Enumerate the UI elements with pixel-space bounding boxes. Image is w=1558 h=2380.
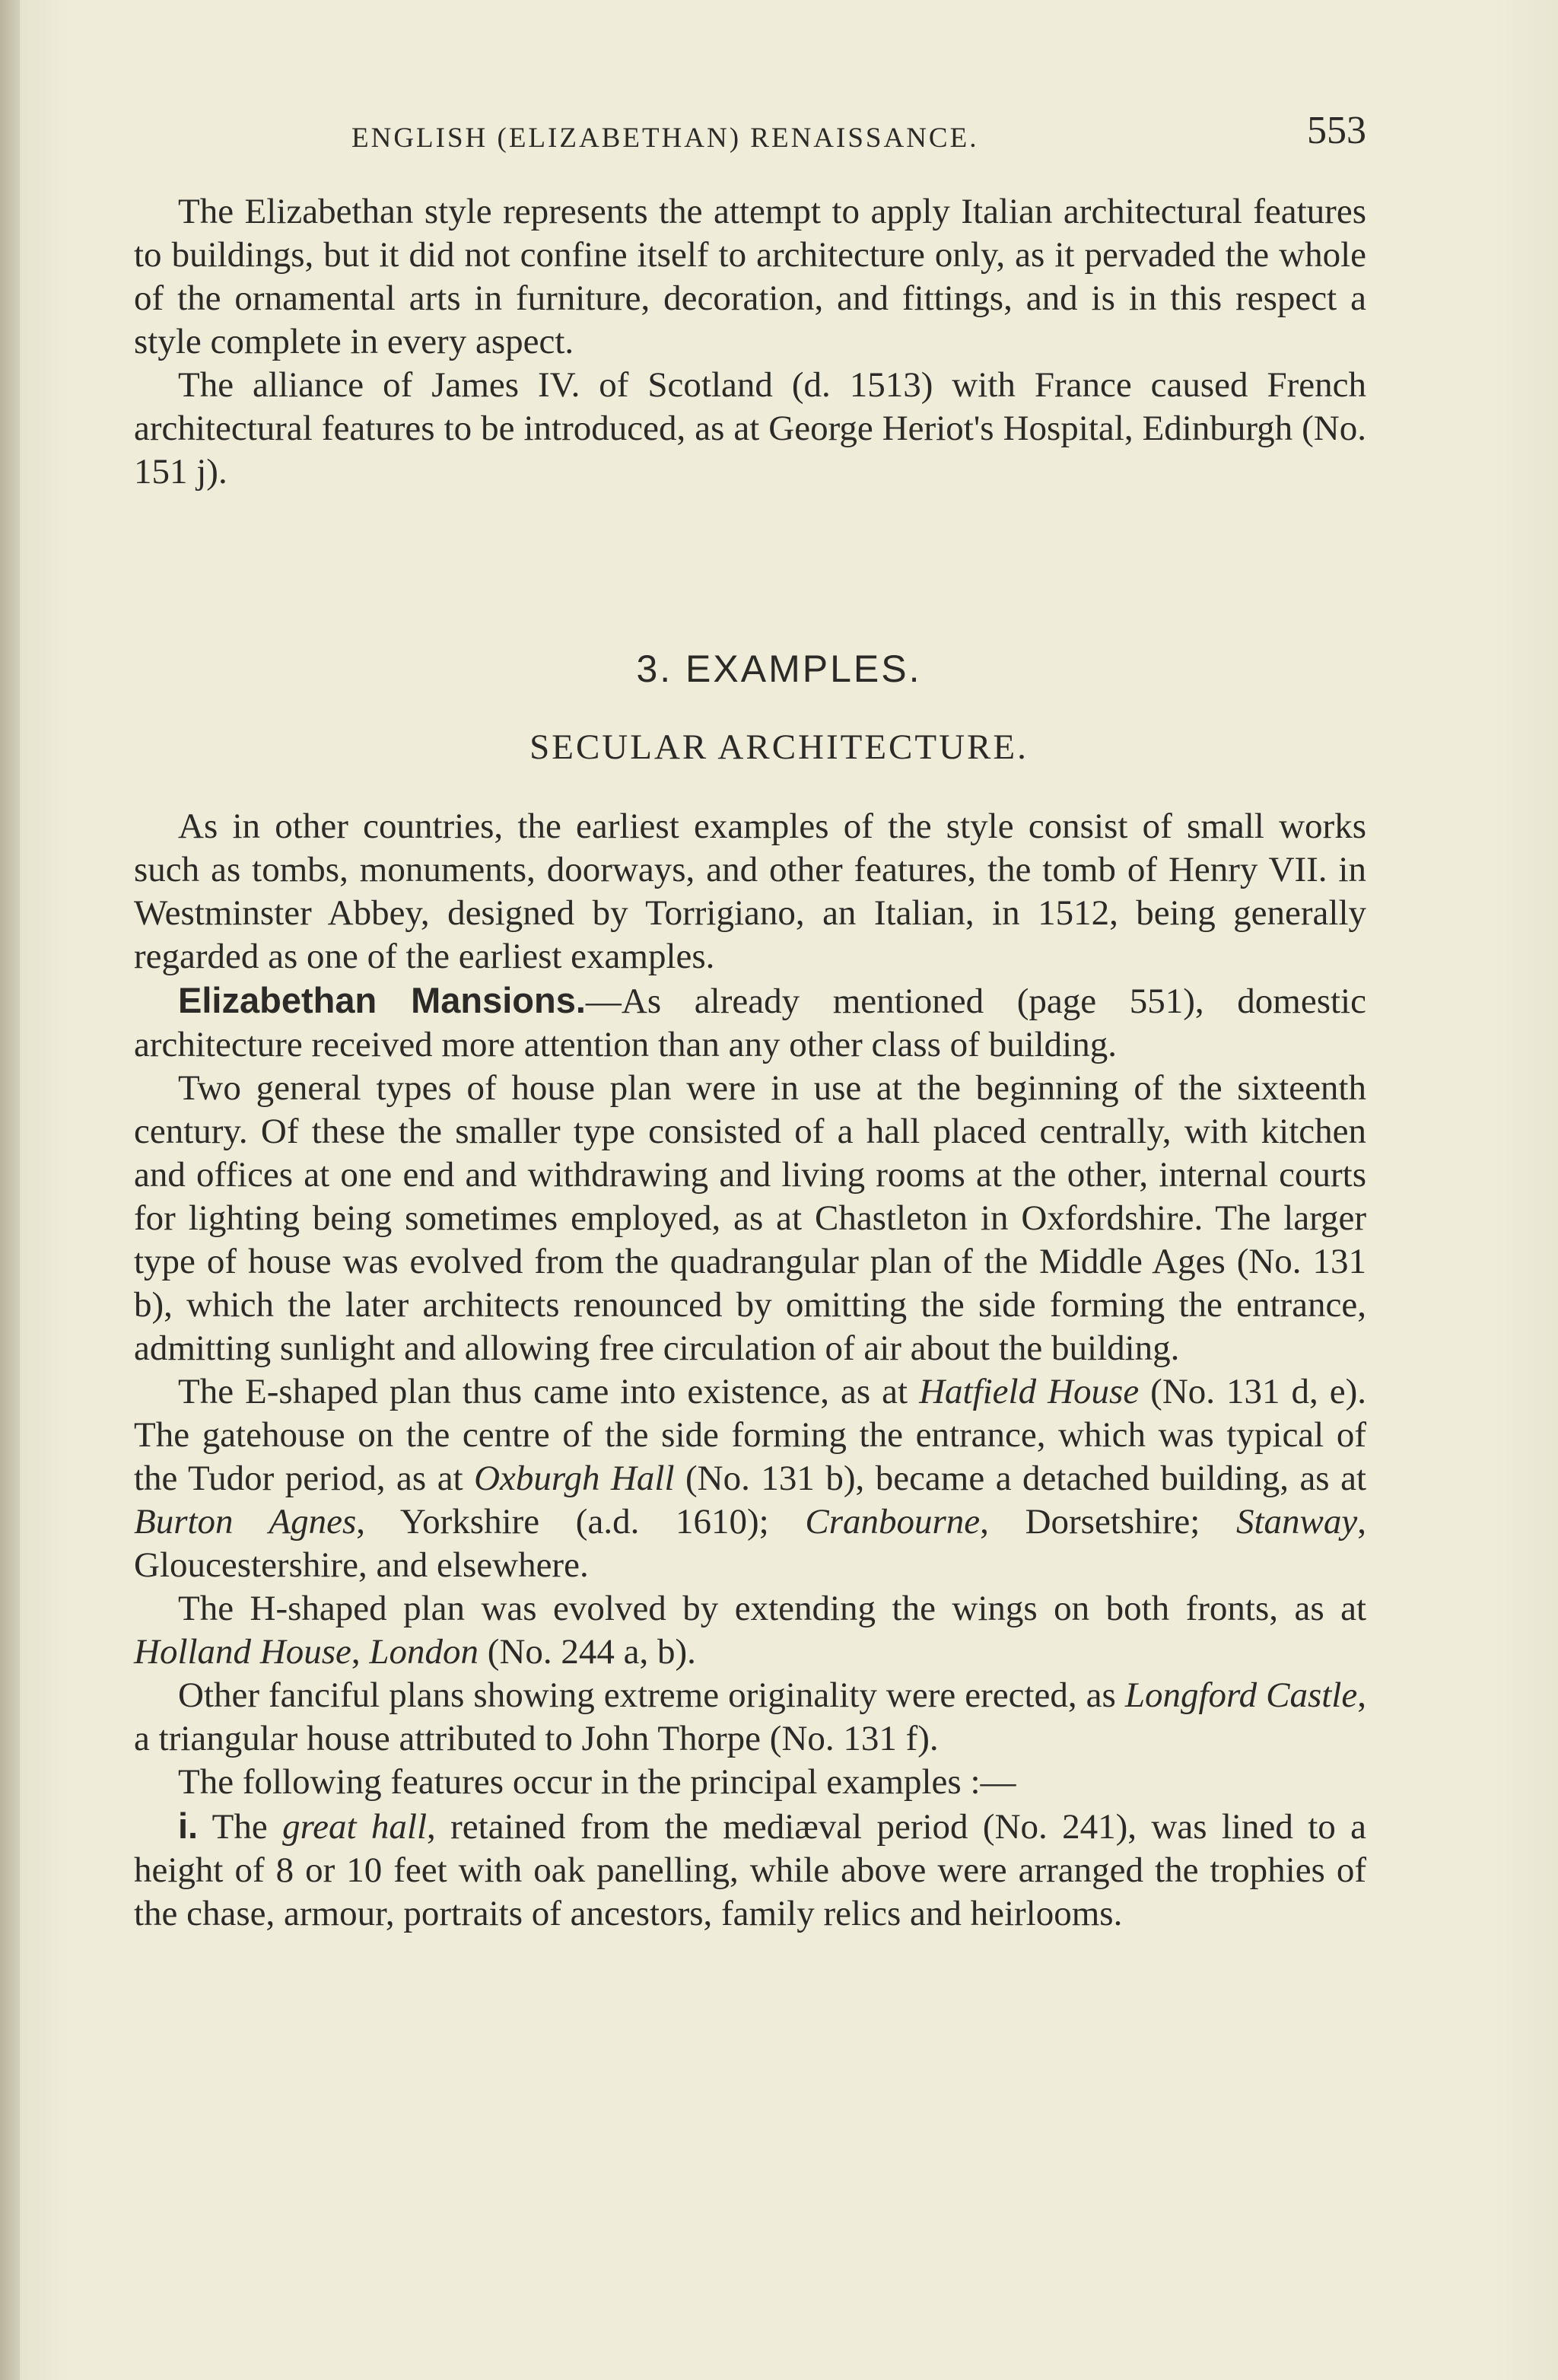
place-name: Hatfield House: [919, 1372, 1140, 1411]
section-subheading: SECULAR ARCHITECTURE.: [529, 727, 1029, 767]
text-run: , Gloucestershire, and elsewhere.: [134, 1502, 1366, 1585]
book-spine-shadow: [0, 0, 20, 2380]
text-run: (No. 131 d, e). The gatehouse on the centre of the side forming the entrance, which was typical of the Tudor period, as at: [134, 1372, 1367, 1498]
paragraph: [134, 978, 1366, 1067]
intro-text: [134, 190, 1366, 494]
place-name: London: [369, 1632, 479, 1672]
page-number: 553: [1307, 109, 1366, 152]
paragraph: [134, 1587, 1366, 1674]
text-run: , retained from the mediæval period (No. 241), was lined to a height of 8 or 10 feet with oak panelling, while above were arranged the trophies of the chase, armour, portraits of ancestors, family relics and heirlooms.: [134, 1807, 1366, 1933]
section-heading: 3. EXAMPLES.: [636, 648, 922, 690]
paragraph: As in other countries, the earliest examples of the style consist of small works such as tombs, monuments, doorways, and other features, the tomb of Henry VII. in Westminster Abbey, designed by Torrigiano, an Italian, in 1512, being generally regarded as one of the earliest examples.: [134, 807, 1366, 976]
body-text: [134, 805, 1366, 1936]
paragraph: [134, 1674, 1366, 1761]
text-run: (No. 244 a, b).: [479, 1632, 696, 1672]
text-run: , Dorsetshire;: [980, 1502, 1236, 1542]
page-header: [134, 107, 1366, 167]
place-name: Burton Agnes: [134, 1502, 357, 1542]
place-name: Holland House: [134, 1632, 351, 1672]
paragraph: Two general types of house plan were in use at the beginning of the sixteenth century. Of these the smaller type consisted of a hall placed centrally, with kitchen and offices at one end and withdrawing and living rooms at the other, internal courts for lighting being sometimes employed, as at Chastleton in Oxfordshire. The larger type of house was evolved from the quadrangular plan of the Middle Ages (No. 131 b), which the later architects renounced by omitting the side forming the entrance, admitting sunlight and allowing free circulation of air about the building.: [134, 1068, 1366, 1368]
paragraph-text: —As already mentioned (page 551), domestic architecture received more attention than any other class of building.: [134, 982, 1366, 1064]
run-in-heading: Elizabethan Mansions.: [178, 980, 586, 1020]
list-numeral: i.: [178, 1806, 199, 1846]
emphasis: great hall: [282, 1807, 428, 1847]
text-run: ,: [351, 1632, 370, 1672]
text-run: Other fanciful plans showing extreme originality were erected, as: [178, 1675, 1125, 1715]
text-run: , Yorkshire (a.d. 1610);: [356, 1502, 806, 1542]
paragraph: The Elizabethan style represents the attempt to apply Italian architectural features to buildings, but it did not confine itself to architecture only, as it pervaded the whole of the ornamental arts in furniture, decoration, and fittings, and is in this respect a style complete in every aspect.: [134, 192, 1366, 361]
place-name: Oxburgh Hall: [474, 1459, 675, 1498]
place-name: Stanway: [1235, 1502, 1358, 1542]
text-run: , a triangular house attributed to John Thorpe (No. 131 f).: [134, 1675, 1366, 1758]
paragraph: [134, 1370, 1366, 1587]
text-run: The: [198, 1807, 283, 1847]
text-run: The E-shaped plan thus came into existence, as at: [178, 1372, 920, 1411]
running-head: ENGLISH (ELIZABETHAN) RENAISSANCE.: [351, 123, 979, 154]
paragraph: The following features occur in the principal examples :—: [178, 1762, 1016, 1802]
paragraph: [134, 1804, 1366, 1936]
place-name: Longford Castle: [1124, 1675, 1358, 1715]
text-run: The H-shaped plan was evolved by extending the wings on both fronts, as at: [178, 1589, 1366, 1628]
text-run: (No. 131 b), became a detached building, as at: [674, 1459, 1366, 1498]
paragraph: The alliance of James IV. of Scotland (d. 1513) with France caused French architectural features to be introduced, as at George Heriot's Hospital, Edinburgh (No. 151 j).: [134, 365, 1366, 492]
place-name: Cranbourne: [805, 1502, 981, 1542]
